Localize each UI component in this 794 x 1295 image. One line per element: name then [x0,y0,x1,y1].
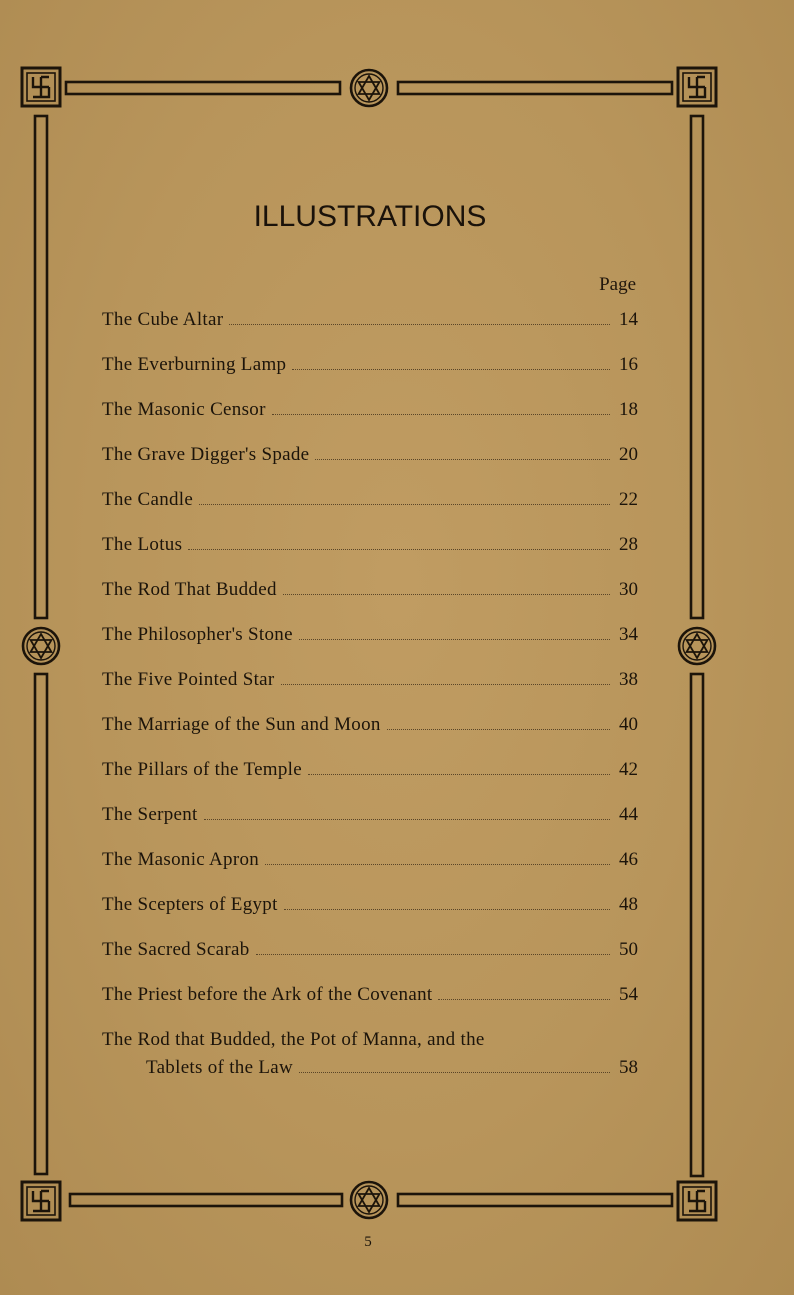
dot-leader [284,908,610,910]
list-item [102,576,638,621]
entry-label: The Priest before the Ark of the Covenant [102,984,433,1005]
list-item [102,396,638,441]
dot-leader [292,368,610,370]
list-item [102,351,638,396]
list-item [102,846,638,891]
entry-page: 34 [619,624,638,645]
illustrations-list [102,306,638,1090]
hexagram-circle-icon [23,628,59,664]
list-item [102,306,638,351]
dot-leader [299,1071,610,1073]
list-item [102,711,638,756]
dot-leader [283,593,610,595]
list-item [102,981,638,1026]
entry-label: The Pillars of the Temple [102,759,302,780]
list-item [102,621,638,666]
entry-label: The Scepters of Egypt [102,894,278,915]
square-key-ornament-icon [678,1182,716,1220]
entry-page: 54 [619,984,638,1005]
entry-page: 40 [619,714,638,735]
entry-page: 28 [619,534,638,555]
list-item [102,756,638,801]
entry-label: The Candle [102,489,194,510]
entry-label: The Serpent [102,804,198,825]
list-item [102,666,638,711]
dot-leader [188,548,610,550]
list-item [102,441,638,486]
dot-leader [387,728,610,730]
dot-leader [438,998,610,1000]
entry-label: The Masonic Censor [102,399,266,420]
dot-leader [199,503,610,505]
entry-label: The Rod That Budded [102,579,277,600]
entry-label: The Marriage of the Sun and Moon [102,714,381,735]
dot-leader [265,863,610,865]
entry-label: The Cube Altar [102,309,224,330]
dot-leader [229,323,610,325]
entry-label: The Lotus [102,534,183,555]
entry-label: The Masonic Apron [102,849,260,870]
page-column-header: Page [599,274,636,295]
dot-leader [256,953,610,955]
list-item [102,486,638,531]
entry-page: 16 [619,354,638,375]
dot-leader [204,818,610,820]
entry-label: The Grave Digger's Spade [102,444,310,465]
entry-page: 30 [619,579,638,600]
list-item [102,801,638,846]
list-item [102,891,638,936]
entry-label-line1: The Rod that Budded, the Pot of Manna, and the [102,1029,485,1050]
hexagram-circle-icon [351,70,387,106]
page-number: 5 [364,1234,372,1250]
dot-leader [281,683,610,685]
square-key-ornament-icon [678,68,716,106]
entry-page: 22 [619,489,638,510]
dot-leader [315,458,610,460]
list-item [102,531,638,576]
entry-page: 38 [619,669,638,690]
entry-page: 48 [619,894,638,915]
hexagram-circle-icon [679,628,715,664]
entry-page: 50 [619,939,638,960]
entry-label: The Philosopher's Stone [102,624,293,645]
entry-label: The Sacred Scarab [102,939,250,960]
entry-page: 18 [619,399,638,420]
dot-leader [272,413,610,415]
entry-page: 46 [619,849,638,870]
entry-label: The Everburning Lamp [102,354,287,375]
list-item [102,936,638,981]
entry-label-line2: Tablets of the Law [146,1057,294,1078]
list-item [102,1026,638,1090]
dot-leader [308,773,610,775]
entry-page: 42 [619,759,638,780]
entry-page: 58 [619,1057,638,1078]
entry-page: 14 [619,309,638,330]
hexagram-circle-icon [351,1182,387,1218]
dot-leader [299,638,610,640]
page-title: ILLUSTRATIONS [253,200,487,233]
entry-page: 20 [619,444,638,465]
square-key-ornament-icon [22,68,60,106]
square-key-ornament-icon [22,1182,60,1220]
entry-label: The Five Pointed Star [102,669,275,690]
entry-page: 44 [619,804,638,825]
